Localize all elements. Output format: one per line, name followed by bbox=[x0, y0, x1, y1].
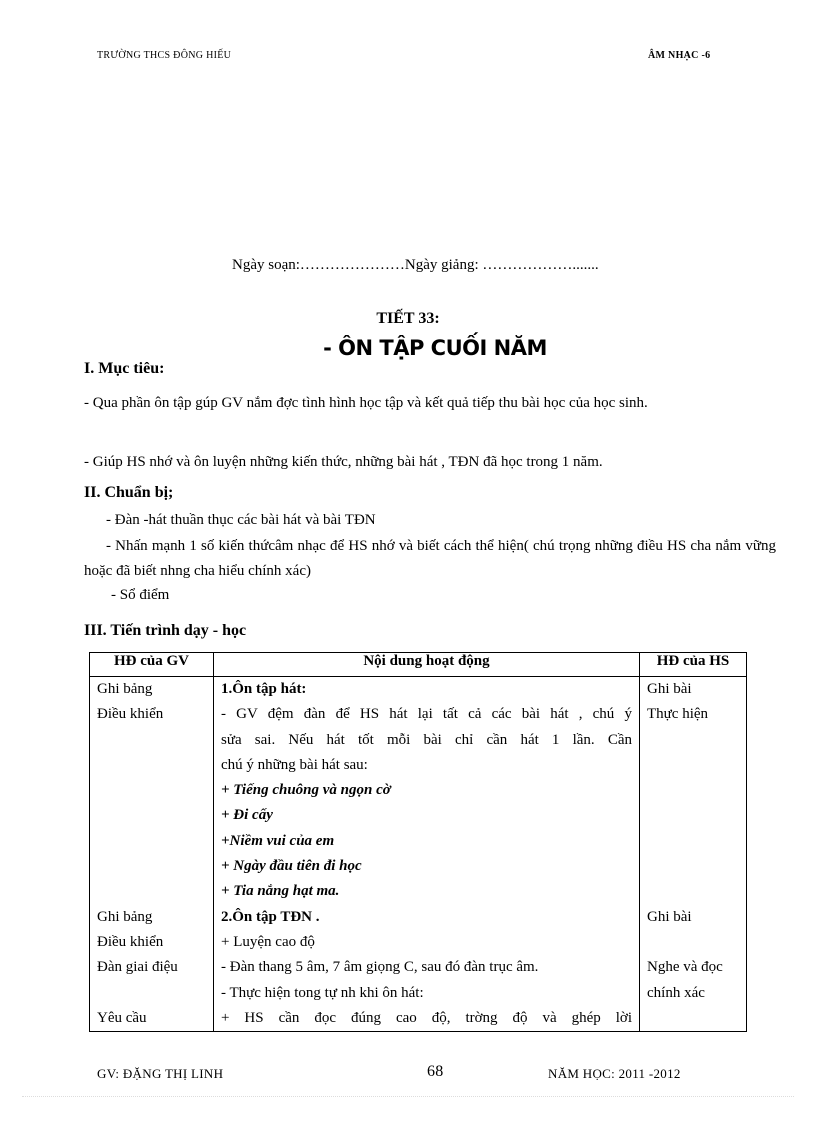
page-number: 68 bbox=[427, 1063, 444, 1080]
song-item: +Niềm vui của em bbox=[221, 832, 335, 849]
header-teacher-activity: HĐ của GV bbox=[90, 653, 214, 677]
gv-line: Điều khiển bbox=[97, 706, 164, 723]
lesson-title: - ÔN TẬP CUỐI NĂM bbox=[323, 336, 547, 360]
hs-line: chính xác bbox=[647, 984, 705, 1001]
page-bottom-divider bbox=[22, 1096, 794, 1097]
preparation-dates: Ngày soạn:…………………Ngày giảng: ………………....... bbox=[232, 257, 599, 273]
footer-year: NĂM HỌC: 2011 -2012 bbox=[548, 1066, 681, 1081]
table-header-row bbox=[90, 653, 747, 677]
song-item: + Tiếng chuông và ngọn cờ bbox=[221, 782, 391, 799]
content-line: - Đàn thang 5 âm, 7 âm giọng C, sau đó đàn trục âm. bbox=[221, 959, 539, 976]
hs-line: Ghi bài bbox=[647, 681, 692, 697]
content-cell bbox=[214, 677, 640, 1032]
content-line: - GV đệm đàn để HS hát lại tất cả các bài hát , chú ý bbox=[221, 706, 632, 723]
content-line: sửa sai. Nếu hát tốt mỗi bài chỉ cần hát 1 lần. Cần bbox=[221, 731, 632, 748]
gv-line: Yêu cầu bbox=[97, 1009, 147, 1026]
header-subject: ÂM NHẠC -6 bbox=[648, 50, 711, 61]
content-heading: 1.Ôn tập hát: bbox=[221, 681, 307, 697]
song-item: + Tia nắng hạt ma. bbox=[221, 883, 340, 900]
prep-item-2: - Nhấn mạnh 1 số kiến thứcâm nhạc để HS nhớ và biết cách thể hiện( chú trọng những điều HS cha nắm vững hoặc đã biết nhng cha hiểu chính xác) bbox=[84, 538, 776, 579]
song-item: + Ngày đầu tiên đi học bbox=[221, 858, 362, 875]
content-line: + Luyện cao độ bbox=[221, 933, 315, 950]
lesson-number: TIẾT 33: bbox=[376, 310, 440, 327]
header-content: Nội dung hoạt động bbox=[214, 653, 640, 677]
header-student-activity: HĐ của HS bbox=[640, 653, 747, 677]
prep-item-3: - Sổ điểm bbox=[111, 587, 170, 603]
gv-line: Ghi bảng bbox=[97, 908, 153, 925]
header-school: TRƯỜNG THCS ĐÔNG HIẾU bbox=[97, 50, 232, 61]
gv-line: Điều khiển bbox=[97, 933, 164, 950]
student-activity-cell bbox=[640, 677, 747, 1032]
objective-2: - Giúp HS nhớ và ôn luyện những kiến thức, những bài hát , TĐN đã học trong 1 năm. bbox=[84, 454, 603, 470]
section-objectives: I. Mục tiêu: bbox=[84, 360, 165, 377]
prep-item-1: - Đàn -hát thuần thục các bài hát và bài TĐN bbox=[106, 512, 376, 528]
content-line: chú ý những bài hát sau: bbox=[221, 756, 368, 773]
objective-1: - Qua phần ôn tập gúp GV nắm đợc tình hình học tập và kết quả tiếp thu bài học của học sinh. bbox=[84, 395, 648, 411]
footer-teacher: GV: ĐẶNG THỊ LINH bbox=[97, 1066, 224, 1081]
hs-line: Thực hiện bbox=[647, 706, 709, 723]
gv-line: Đàn giai điệu bbox=[97, 959, 178, 976]
section-procedure: III. Tiến trình dạy - học bbox=[84, 622, 247, 639]
hs-line: Ghi bài bbox=[647, 908, 692, 925]
song-item: + Đi cấy bbox=[221, 807, 273, 824]
content-heading: 2.Ôn tập TĐN . bbox=[221, 908, 320, 925]
content-line: + HS cần đọc đúng cao độ, trờng độ và ghép lời bbox=[221, 1009, 632, 1026]
section-preparation: II. Chuẩn bị; bbox=[84, 484, 174, 501]
lesson-plan-table bbox=[89, 652, 747, 1032]
gv-line: Ghi bảng bbox=[97, 681, 153, 697]
teacher-activity-cell bbox=[90, 677, 214, 1032]
hs-line: Nghe và đọc bbox=[647, 959, 723, 976]
content-line: - Thực hiện tong tự nh khi ôn hát: bbox=[221, 984, 424, 1001]
table-row bbox=[90, 677, 747, 1032]
